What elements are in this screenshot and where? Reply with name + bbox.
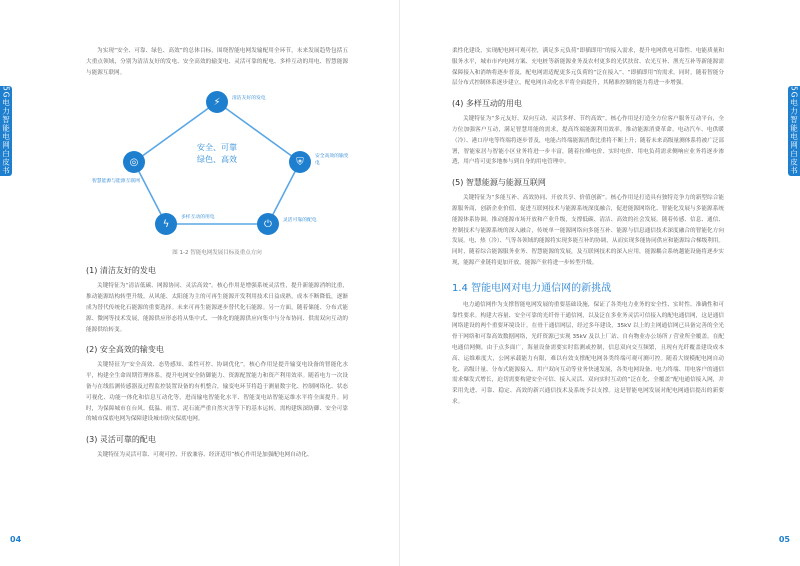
node-label-generation: 清洁友好的发电: [232, 96, 266, 102]
right-column: [452, 46, 724, 408]
plug-icon: ⏻: [257, 213, 279, 235]
power-tower-icon: ⚡: [206, 91, 228, 113]
section-2-body: 关键特征为“安全高效、态势感知、柔性可控、协调优化”。核心作用是提升输变电设备的智能化水平，构建全生命周期管理体系，提升电网安全防御能力、资源配置能力和资产利用效率。随着电力一次设备与在线监测传感器及过程监控装置设备的有机整合，输变电环节将趋于测量数字化、控制网络化、状态可视化、功能一体化和信息互动化等，进而输电智能化水平、智能变电站智能运维水平将全面提升。同时，为保障城市在台风、低温、雨雪、泥石流严重自然灾害等下的基本运转，需构建纵深防御、安全可靠的城市保底电网为保障建设城市防灾保底电网。: [86, 362, 348, 423]
node-label-transmission: 安全高效的输变电: [315, 154, 349, 166]
node-label-consumption: 多样互动的用电: [181, 215, 215, 221]
lightning-icon: ϟ: [155, 213, 177, 235]
node-label-energy-internet: 智慧能源与能源互联网: [92, 179, 140, 185]
intro-paragraph: 为实现“安全、可靠、绿色、高效”的总体目标，围绕智能电网发输配用全环节，未来发展趋势包括五大重点领域，分别为清洁友好的发电、安全高效的输变电、灵活可靠的配电、多样互动的用电、智慧能源与能源互联网。: [86, 48, 348, 76]
section-1-4-heading: 1.4 智能电网对电力通信网的新挑战: [452, 282, 612, 294]
section-5-heading: (5) 智慧能源与能源互联网: [452, 178, 546, 188]
section-3-body: 关键特征为灵活可靠、可观可控、开放兼容、经济适用”核心作用是加强配电网自动化、: [97, 452, 313, 459]
continued-paragraph: 柔性化建设，实现配电网可观可控，满足多元负荷“即插即用”的接入需求，提升电网供电可靠性、电能质量和服务水平，城市市内电网方案、充电桩等新能源业务及农村更多的光伏扶贫、农光互补、渔光互补等新能源需保障接入和消纳将逐步普及，配电网需适配更多元负荷的“泛在接入”、“即插即用”的需求。同时，随着智能分层分布式控制体系逐步建立，配电网自动化水平将全面提升，其精准控制的能力将进一步增强。: [452, 48, 724, 87]
section-1-body: 关键特征为“清洁低碳、网源协同、灵活高效”。核心作用是增强系统灵活性，提升新能源消纳比重，推动能源结构转型升级。从风能、太阳能为主的可再生能源开发利用技术日益成熟，成本不断降低，逐渐成为替代传统化石能源的重要选择。未来可再生能源逐步替代化石能源。另一方面，随着储能、分布式能源、微网等技术发展，能源供应形态将从集中式、一体化的能源供应向集中与分布协同、供需双向互动的能源供给转变。: [86, 283, 348, 333]
node-label-distribution: 灵活可靠的配电: [283, 218, 317, 224]
page-number-right: 05: [778, 535, 790, 544]
center-line-1: 安全、可靠: [197, 143, 237, 153]
page-number-left: 04: [10, 535, 22, 544]
spine-tab-left: 5G电力智能电网白皮书: [1, 86, 11, 176]
section-2-heading: (2) 安全高效的输变电: [86, 345, 164, 355]
shield-icon: ⛨: [289, 151, 311, 173]
left-column: [86, 46, 348, 461]
section-1-heading: (1) 清洁友好的发电: [86, 266, 156, 276]
spine-tab-right: 5G电力智能电网白皮书: [789, 86, 799, 176]
section-1-4-body: 电力通信网作为支撑智能电网发展的重要基础设施，保证了各类电力业务的安全性、实时性、准确性和可靠性要求。构建大容量、安全可靠的光纤骨干通信网，以及泛在多业务灵活可信接入的配电通信网，这是通信网络建设的两个重要环境设计。在骨干通信网层，经过多年建设，35kV 以上的主网通信网已具备完善的全光骨干网络和可靠高效数据网络，光纤资源已实现 35kV 及以上厂站、自有物业办公场所 / 营业所全覆盖。在配电通信网侧，由于点多面广，海量设备需要实时监测或控制，信息双向交互频繁，且现有光纤覆盖建设成本高、运维难度大，公网承载能力有限，难以有效支撑配电网各类终端可观可测可控。随着大规模配电网自动化、高级计量、分布式能源接入、用户双向互动等业务快速发展，各类电网设备、电力终端、用电客户的通信需求爆发式增长，迫切需要构建安全可信、接入灵活、双向实时互动的“泛在化、全覆盖”配电通信接入网，并采用先进、可靠、稳定、高效的新兴通信技术及系统予以支撑。这是智能电网发展对配电网通信提出的新要求。: [452, 301, 724, 405]
energy-network-icon: ◎: [123, 151, 145, 173]
right-page: [400, 0, 800, 566]
diagram-center-text: [182, 142, 252, 166]
section-4-body: 关键特征为“多元友好、双向互动、灵活多样、节约高效”。核心作用是打造全方位客户服务互动平台，全方位加强客户互动，满足智慧用能的需求，提高终端能源利用效率，推动能源消费革命。电动汽车、电供暖（冷）、港口岸电等终端将逐步普及，电能占终端能源消费比重将不断上升；随着未来高级量测体系将被广泛部署，智能家居与智能小区业务将进一步丰富，随着拉峰电价、实时电价、用电负荷需求侧响应业务将逐步渗透，用户将可更多地参与到自身的用电管理中。: [452, 116, 724, 166]
center-line-2: 绿色、高效: [197, 155, 237, 165]
section-5-body: 关键特征为“多能互补、高效协同、开放共享、价值创新”。核心作用是打造具有独特竞争力的新型综合能源服务商，创新企业价值，促进互联网技术与能源系统深度融合，促进能源网络化、智能化发展与多能源系统能源体系协调。推动能源市场开放和产业升级，支撑低碳、清洁、高效的社会发展。随着传感、信息、通信、控制技术与能源系统的深入融合，传统单一能源网络向多能互补、能源与信息通信技术深度融合的智能化方向发展。电、热（冷）、气等各领域的能源将实现多能互补的协调，从而实现多能协同供应和能源综合梯级利用。同时，随着综合能源服务业务、智慧能源的发展，及互联网技术的深入应用，能源耦合系统越能设施将逐步实现，能源产业链将更加开放，能源产业将进一步转型升级。: [452, 195, 724, 266]
goals-diagram: [86, 84, 348, 246]
section-3-heading: (3) 灵活可靠的配电: [86, 435, 156, 445]
figure-caption: 图 1-2 智能电网发展目标及重点方向: [172, 250, 262, 257]
section-4-heading: (4) 多样互动的用电: [452, 99, 522, 109]
